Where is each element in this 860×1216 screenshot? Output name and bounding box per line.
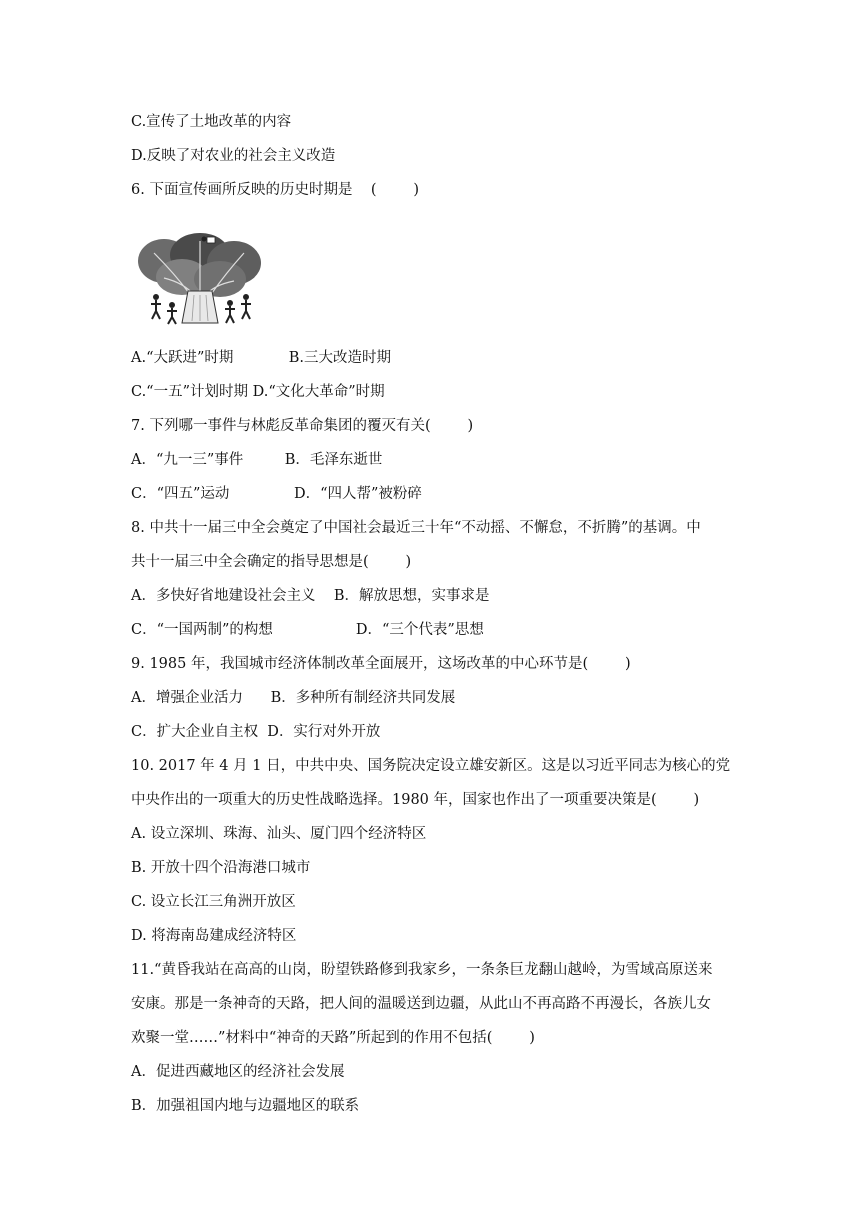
q10-option-b: B. 开放十四个沿海港口城市 xyxy=(131,860,311,876)
q6-options-cd: C.“一五”计划时期 D.“文化大革命”时期 xyxy=(131,384,385,400)
q7-question: 7. 下列哪一事件与林彪反革命集团的覆灭有关( ) xyxy=(131,418,474,434)
q10-question-line2: 中央作出的一项重大的历史性战略选择。1980 年，国家也作出了一项重要决策是( ) xyxy=(131,792,700,808)
q6-options-ab: A.“大跃进”时期 B.三大改造时期 xyxy=(131,350,391,366)
q11-option-a: A．促进西藏地区的经济社会发展 xyxy=(131,1064,345,1080)
q9-question: 9. 1985 年，我国城市经济体制改革全面展开，这场改革的中心环节是( ) xyxy=(131,656,631,672)
q7-options-cd: C．“四五”运动 D．“四人帮”被粉碎 xyxy=(131,486,422,502)
q11-question-line2: 安康。那是一条神奇的天路，把人间的温暖送到边疆，从此山不再高路不再漫长，各族儿女 xyxy=(131,996,711,1012)
q8-question-line2: 共十一届三中全会确定的指导思想是( ) xyxy=(131,554,412,570)
q8-options-ab: A．多快好省地建设社会主义 B．解放思想，实事求是 xyxy=(131,588,490,604)
q6-question: 6. 下面宣传画所反映的历史时期是 ( ) xyxy=(131,182,420,198)
q11-option-b: B．加强祖国内地与边疆地区的联系 xyxy=(131,1098,360,1114)
q11-question-line3: 欢聚一堂……”材料中“神奇的天路”所起到的作用不包括( ) xyxy=(131,1030,535,1046)
q10-option-d: D. 将海南岛建成经济特区 xyxy=(131,928,297,944)
q11-question-line1: 11.“黄昏我站在高高的山岗，盼望铁路修到我家乡，一条条巨龙翻山越岭，为雪域高原送来 xyxy=(131,962,713,978)
q10-question-line1: 10. 2017 年 4 月 1 日，中共中央、国务院决定设立雄安新区。这是以习近平同志为核心的党 xyxy=(131,758,731,774)
q10-option-c: C. 设立长江三角洲开放区 xyxy=(131,894,296,910)
q7-options-ab: A．“九一三”事件 B．毛泽东逝世 xyxy=(131,452,383,468)
q9-options-cd: C．扩大企业自主权 D．实行对外开放 xyxy=(131,724,381,740)
q8-options-cd: C．“一国两制”的构想 D．“三个代表”思想 xyxy=(131,622,484,638)
q5-option-c: C.宣传了土地改革的内容 xyxy=(131,114,292,130)
q5-option-d: D.反映了对农业的社会主义改造 xyxy=(131,148,336,164)
propaganda-poster-image xyxy=(134,233,266,327)
q9-options-ab: A．增强企业活力 B．多种所有制经济共同发展 xyxy=(131,690,456,706)
q8-question-line1: 8. 中共十一届三中全会奠定了中国社会最近三十年“不动摇、不懈怠，不折腾”的基调。中 xyxy=(131,520,701,536)
q10-option-a: A. 设立深圳、珠海、汕头、厦门四个经济特区 xyxy=(131,826,427,842)
